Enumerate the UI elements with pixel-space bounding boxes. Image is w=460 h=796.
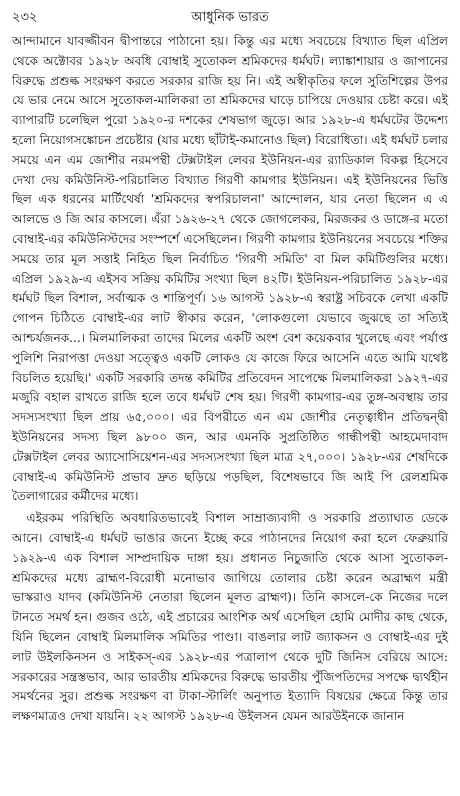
page-header bbox=[12, 6, 448, 28]
running-title: আধুনিক ভারত bbox=[191, 10, 269, 25]
body-text bbox=[12, 32, 448, 727]
paragraph: আন্দামানে যাবজ্জীবন দ্বীপান্তরে পাঠানো হয়। কিন্তু এর মধ্যে সবচেয়ে বিখ্যাত ছিল এপ্রিল থেকে অক্টোবর ১৯২৮ অবধি বোম্বাই সুতোকল শ্রমিকদের ধর্মঘট। ল্যাঙ্কাশায়ার ও জাপানের বিরুদ্ধে প্রশুল্ক সংরক্ষণ করতে সরকার রাজি হয় নি। এই অস্বীকৃতির ফলে সুতিশিল্পের উপর যে ভার নেমে আসে সুতোকল-মালিকরা তা শ্রমিকদের ঘাড়ে চাপিয়ে দেওয়ার চেষ্টা করে। এই ব্যাপারটি চলেছিল পুরো ১৯২০-র দশকের শেষভাগ জুড়ে। আর ১৯২৮-এ ধর্মঘটের উদ্দেশ্য হলো নিয়োগসঙ্কোচন প্রচেষ্টার (যার মধ্যে ছাঁটাই-কমানোও ছিল) বিরোধিতা। এই ধর্মঘট চলার সময়ে এন এম জোশীর নরমপন্থী টেক্সটাইল লেবর ইউনিয়ন-এর র‍্যাডিকাল বিকল্প হিসেবে দেখা দেয় কমিউনিস্ট-পরিচালিত বিখ্যাত গিরণী কামগার ইউনিয়ন। এই ইউনিয়নের ভিত্তি ছিল এক ধরনের মার্টিথের্ষা 'শ্রমিকদের স্বপরিচালনা' আন্দোলন, যার নেতা ছিলেন এ এ আলভে ও জি আর কাসলে। এঁরা ১৯২৬-২৭ থেকে জোগলেকর, মিরজকর ও ডাঙ্গে-র মতো বোম্বাই-এর কমিউনিস্টদের সংস্পর্শে এসেছিলেন। গিরণী কামগার ইউনিয়নের সবচেয়ে শক্তির সময়ে তার মূল সত্তাই নিহিত ছিল নির্বাচিত 'গিরণী সমিতি' বা মিল কমিটিগুলির মধ্যে। এপ্রিল ১৯২৯-এ এইসব সক্রিয় কমিটির সংখ্যা ছিল ৪২টি। ইউনিয়ন-পরিচালিত ১৯২৮-এর ধর্মঘট ছিল বিশাল, সর্বাত্মক ও শান্তিপূর্ণ। ১৬ আগস্ট ১৯২৮-এ স্বরাষ্ট্র সচিবকে লেখা একটি গোপন চিঠিতে বোম্বাই-এর লাট স্বীকার করেন, 'লোকগুলো যেভাবে জুঝছে তা সত্যিই আশ্চর্যজনক...। মিলমালিকরা তাদের মিলের একটি অংশ বেশ কয়েকবার খুলেছে এবং পর্যাপ্ত পুলিশি নিরাপত্তা দেওয়া সত্ত্বেও একটি লোকও যে কাজে ফিরে আসেনি এতে আমি যথেষ্ট বিচলিত হয়েছি।' একটি সরকারি তদন্ত কমিটির প্রতিবেদন সাপেক্ষে মিলমালিকরা ১৯২৭-এর মজুরি বহাল রাখতে রাজি হলে তবে ধর্মঘট শেষ হয়। গিরণী কামগার-এর তুঙ্গ-অবস্থায় তার সদস্যসংখ্যা ছিল প্রায় ৬৫,০০০। এর বিপরীতে এন এম জোশীর নেতৃত্বাধীন প্রতিদ্বন্দ্বী ইউনিয়নের সদস্য ছিল ৯৮০০ জন, আর এমনকি সুপ্রতিষ্ঠিত গান্ধীপন্থী আহমেদাবাদ টেক্সটাইল লেবর অ্যাসোসিয়েশন-এর সদস্যসংখ্যা ছিল মাত্র ২৭,০০০। ১৯২৮-এর শেষদিকে বোম্বাই-এ কমিউনিস্ট প্রভাব দ্রুত ছড়িয়ে পড়ছিল, বিশেষভাবে জি আই পি রেলশ্রমিক তৈলাগারের কর্মীদের মধ্যে। bbox=[12, 34, 448, 504]
paragraph: এইরকম পরিস্থিতি অবধারিতভাবেই বিশাল সাম্রাজ্যবাদী ও সরকারি প্রত্যাঘাত ডেকে আনে। বোম্বাই-এ ধর্মঘট ভাঙার জন্যে ইচ্ছে করে পাঠানদের নিয়োগ করা হলে ফেব্রুয়ারি ১৯২৯-এ এক বিশাল সাম্প্রদায়িক দাঙ্গা হয়। প্রধানত নিচুজাতি থেকে আসা সুতোকল-শ্রমিকদের মধ্যে ব্রাহ্মণ-বিরোধী মনোভাব জাগিয়ে তোলার চেষ্টা করেন অব্রাহ্মণ মন্ত্রী ভাস্করাও যাদব (কমিউনিস্ট নেতারা ছিলেন মূলত ব্রাহ্মণ)। তিনি কাসলে-কে নিজের দলে টানতে সমর্থ হন। গুজব ওঠে, এই প্রচারের আংশিক অর্থ এসেছিল হোমি মোদীর কাছ থেকে, যিনি ছিলেন বোম্বাই মিলমালিক সমিতির পাণ্ডা। বাঙলার লাট জ্যাকসন ও বোম্বাই-এর দুই লাট উইলকিনসন ও সাইকস্-এর ১৯২৮-এর পত্রালাপ থেকে দুটি জিনিস বেরিয়ে আসে: সরকারের সন্ত্রস্তভাব, আর ভারতীয় শ্রমিকদের বিরুদ্ধে ভারতীয় পুঁজিপতিদের সপক্ষে দ্ব্যর্থহীন সমর্থনের সুর। প্রশুল্ক সংরক্ষণ বা টাকা-স্টার্লিং অনুপাত ইত্যাদি বিষয়ের ক্ষেত্রে কিন্তু তার লক্ষণমাত্রও দেখা যায়নি। ২২ আগস্ট ১৯২৮-এ উইলসন যেমন আরউইনকে জানান bbox=[12, 511, 448, 724]
page-number: ২৩২ bbox=[12, 10, 38, 25]
